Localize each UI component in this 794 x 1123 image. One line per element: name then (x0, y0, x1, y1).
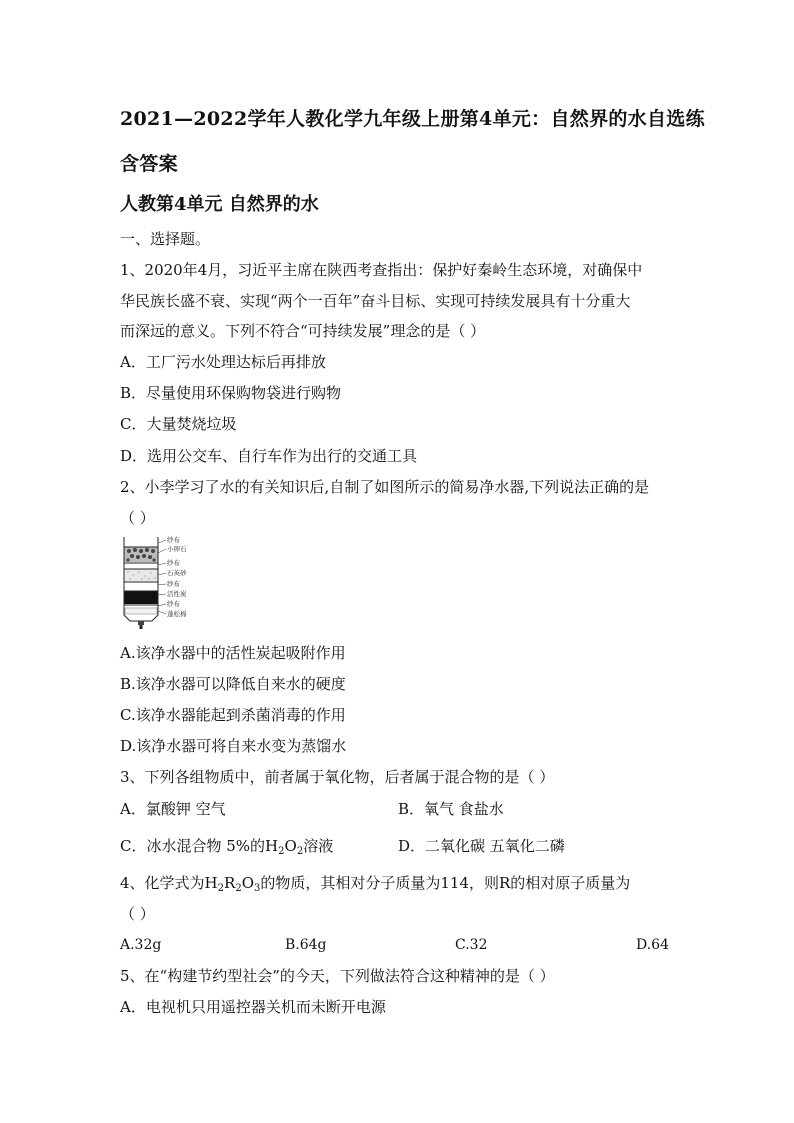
q1-stem-line3: 而深远的意义。下列不符合“可持续发展”理念的是（ ） (120, 322, 486, 340)
section-title: 人教第4单元 自然界的水 (120, 194, 319, 215)
q4-option-b: B.64g (285, 937, 327, 953)
part-heading: 一、选择题。 (120, 230, 211, 248)
filter-layer-label: 纱布 (167, 600, 180, 608)
q3-option-a: A．氯酸钾 空气 (120, 800, 226, 818)
filter-layer-label: 纱布 (167, 559, 180, 567)
q3-option-c: C．冰水混合物 5%的$H_2O_2$溶液 (120, 837, 334, 857)
q2-stem-line1: 2、小李学习了水的有关知识后,自制了如图所示的简易净水器,下列说法正确的是 (120, 478, 650, 496)
q5-option-a: A．电视机只用遥控器关机而未断开电源 (120, 998, 386, 1016)
filter-layer-label: 蓬松棉 (167, 610, 187, 618)
q4-option-d: D.64 (636, 937, 669, 953)
water-filter-diagram (120, 535, 200, 630)
q1-option-b: B．尽量使用环保购物袋进行购物 (120, 384, 342, 402)
q2-option-b: B.该净水器可以降低自来水的硬度 (120, 675, 346, 693)
q3-option-b: B．氧气 食盐水 (398, 800, 504, 818)
filter-layer-label: 小卵石 (167, 545, 187, 553)
filter-layer-label: 纱布 (167, 580, 180, 588)
q1-option-c: C．大量焚烧垃圾 (120, 415, 237, 433)
q4-option-c: C.32 (455, 937, 488, 953)
filter-layer-label: 活性炭 (167, 590, 187, 598)
q1-stem-line1: 1、2020年4月，习近平主席在陕西考查指出：保护好秦岭生态环境，对确保中 (120, 261, 643, 279)
document-title-line2: 含答案 (120, 153, 178, 175)
q4-stem-line1: 4、化学式为$H_2R_2O_3$的物质，其相对分子质量为114，则R的相对原子质量为 (120, 874, 631, 894)
q1-option-d: D．选用公交车、自行车作为出行的交通工具 (120, 447, 418, 465)
q2-stem-line2: （ ） (120, 509, 155, 527)
q2-option-d: D.该净水器可将自来水变为蒸馏水 (120, 737, 347, 755)
filter-layer-label: 纱布 (167, 536, 180, 544)
q3-option-d: D．二氧化碳 五氧化二磷 (398, 837, 565, 855)
q1-stem-line2: 华民族长盛不衰、实现“两个一百年”奋斗目标、实现可持续发展具有十分重大 (120, 292, 631, 310)
q4-stem-line2: （ ） (120, 905, 155, 923)
q5-stem: 5、在“构建节约型社会”的今天，下列做法符合这种精神的是（ ） (120, 967, 555, 985)
q1-option-a: A．工厂污水处理达标后再排放 (120, 353, 326, 371)
q3-stem: 3、下列各组物质中，前者属于氧化物，后者属于混合物的是（ ） (120, 768, 555, 786)
document-title-line1: 2021—2022学年人教化学九年级上册第4单元：自然界的水自选练 (120, 108, 705, 130)
q2-option-c: C.该净水器能起到杀菌消毒的作用 (120, 706, 346, 724)
q2-option-a: A.该净水器中的活性炭起吸附作用 (120, 644, 346, 662)
filter-layer-label: 石英砂 (167, 569, 187, 577)
q4-option-a: A.32g (120, 937, 162, 953)
